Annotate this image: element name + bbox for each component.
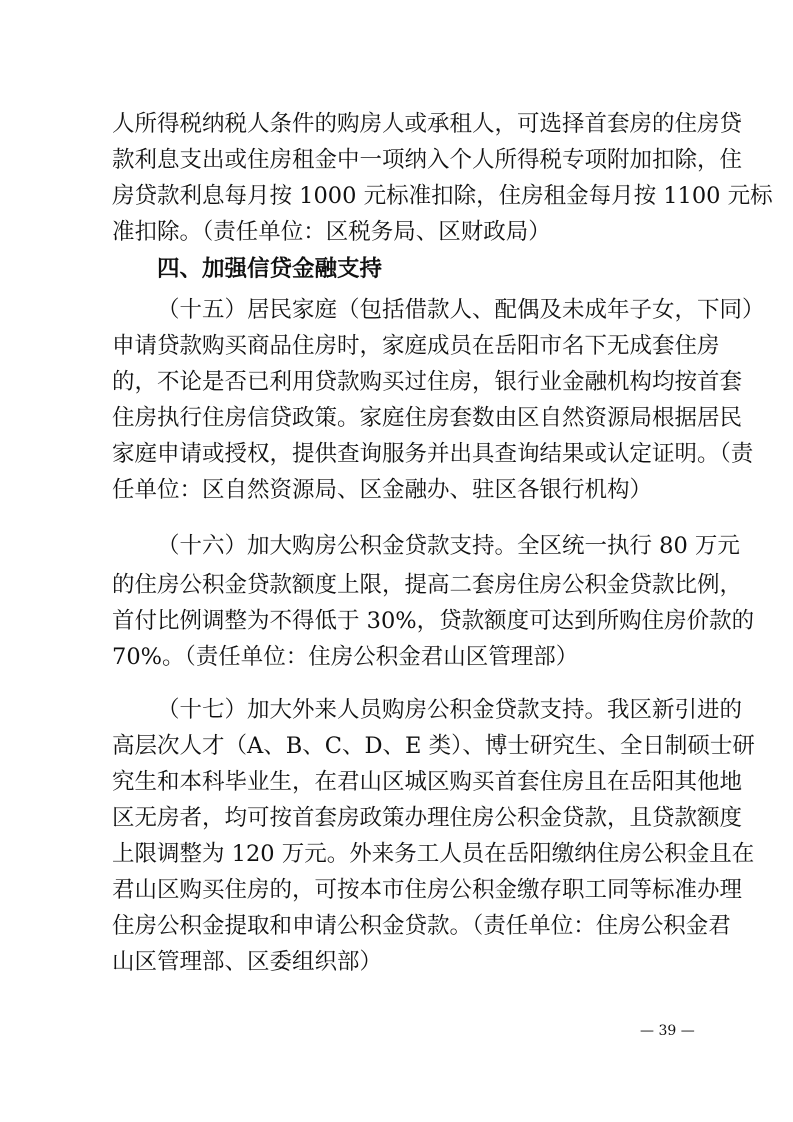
text-line: 的住房公积金贷款额度上限，提高二套房住房公积金贷款比例， (112, 572, 743, 598)
text-line: 住房公积金提取和申请公积金贷款。（责任单位：住房公积金君 (112, 913, 731, 939)
text-line: 山区管理部、区委组织部） (112, 949, 383, 975)
text-line: 区无房者，均可按首套房政策办理住房公积金贷款，且贷款额度 (112, 805, 743, 831)
text-line: 房贷款利息每月按 1000 元标准扣除，住房租金每月按 1100 元标 (112, 183, 773, 209)
text-line: 款利息支出或住房租金中一项纳入个人所得税专项附加扣除，住 (112, 147, 743, 173)
text-line: 的，不论是否已利用贷款购买过住房，银行业金融机构均按首套 (112, 369, 743, 395)
section-heading: 四、加强信贷金融支持 (157, 256, 383, 282)
text-line: 准扣除。（责任单位：区税务局、区财政局） (112, 219, 551, 245)
text-line: 高层次人才（A、B、C、D、E 类）、博士研究生、全日制硕士研 (112, 733, 755, 759)
text-line: 究生和本科毕业生，在君山区城区购买首套住房且在岳阳其他地 (112, 769, 743, 795)
text-line: 70%。（责任单位：住房公积金君山区管理部） (112, 644, 579, 670)
page-number: — 39 — (640, 1023, 695, 1039)
text-line: 人所得税纳税人条件的购房人或承租人，可选择首套房的住房贷 (112, 111, 743, 137)
text-line: 任单位：区自然资源局、区金融办、驻区各银行机构） (112, 477, 653, 503)
text-line: 首付比例调整为不得低于 30%，贷款额度可达到所购住房价款的 (112, 608, 755, 634)
text-line: 上限调整为 120 万元。外来务工人员在岳阳缴纳住房公积金且在 (112, 841, 755, 867)
text-line: 住房执行住房信贷政策。家庭住房套数由区自然资源局根据居民 (112, 405, 743, 431)
text-line: 君山区购买住房的，可按本市住房公积金缴存职工同等标准办理 (112, 877, 743, 903)
text-line: （十六）加大购房公积金贷款支持。全区统一执行 80 万元 (157, 533, 740, 559)
text-line: 申请贷款购买商品住房时，家庭成员在岳阳市名下无成套住房 (112, 333, 720, 359)
text-line: （十七）加大外来人员购房公积金贷款支持。我区新引进的 (157, 697, 743, 723)
text-line: （十五）居民家庭（包括借款人、配偶及未成年子女，下同） (157, 297, 765, 323)
text-line: 家庭申请或授权，提供查询服务并出具查询结果或认定证明。（责 (112, 441, 754, 467)
